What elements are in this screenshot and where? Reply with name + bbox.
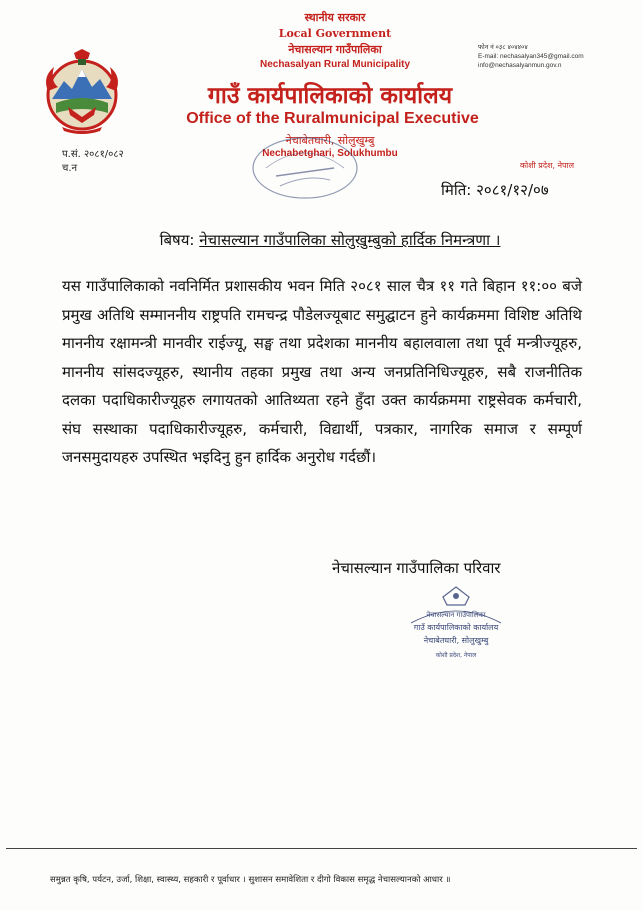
reference-number: प.सं. २०८१/०८२ [62, 149, 124, 160]
address-np: नेचाबेतघारी, सोलुखुम्बु [285, 134, 375, 147]
official-seal-icon [405, 583, 507, 673]
govt-label-en: Local Government [278, 27, 392, 40]
footer-motto: समुन्नत कृषि, पर्यटन, उर्जा, शिक्षा, स्वास्थ्य, सहकारी र पूर्वाधार । सुशासन समावेशिता र दीगो विकास समृद्ध नेचासल्यानको आधार ॥ [50, 875, 451, 885]
stamp-line-3: नेचाबेतघारी, सोलुखुम्बु [423, 636, 489, 645]
info-email: info@nechasalyanmun.gov.n [478, 62, 562, 69]
office-stamp-header [246, 128, 364, 200]
subject-text: नेचासल्यान गाउँपालिका सोलुखुम्बुको हार्दिक निमन्त्रणा । [199, 231, 501, 249]
email-address: nechasalyan345@gmail.com [500, 53, 584, 60]
email-line [478, 52, 584, 61]
letter-body: यस गाउँपालिकाको नवनिर्मित प्रशासकीय भवन मिति २०८१ साल चैत्र ११ गते बिहान ११:०० बजे प्रमुख अतिथि सम्माननीय राष्ट्रपति रामचन्द्र पौडेलज्यूबाट समुद्घाटन हुने कार्यक्रममा विशिष्ट अतिथि माननीय रक्षामन्त्री मानवीर राईज्यू, सङ्घ तथा प्रदेशका माननीय बहालवाला तथा पूर्व मन्त्रीज्यूहरु, माननीय सांसदज्यूहरु, स्थानीय तहका प्रमुख तथा अन्य जनप्रतिनिधिज्यूहरु, सबै राजनीतिक दलका पदाधिकारीज्यूहरु लगायतको आतिथ्यता रहने हुँदा उक्त कार्यक्रममा राष्ट्रसेवक कर्मचारी, संघ सस्थाका पदाधिकारीज्यूहरु, कर्मचारी, विद्यार्थी, पत्रकार, नागरिक समाज र सम्पूर्ण जनसमुदायहरु उपस्थित भइदिनु हुन हार्दिक अनुरोध गर्दछौं। [62, 277, 582, 466]
subject-label: बिषय: [159, 231, 195, 249]
subject-line [60, 230, 600, 250]
sign-off: नेचासल्यान गाउँपालिका परिवार [332, 559, 501, 577]
footer-divider [6, 848, 637, 849]
province-label: कोशी प्रदेश, नेपाल [520, 161, 575, 170]
phone-number: फोन नं ०३८ ४०४४०४ [478, 44, 528, 51]
letter-date: मिति: २०८१/१२/०७ [441, 181, 549, 199]
municipality-name-np: नेचासल्यान गाउँपालिका [288, 43, 382, 56]
govt-label-np: स्थानीय सरकार [304, 11, 366, 24]
stamp-line-4: कोशी प्रदेश, नेपाल [435, 652, 477, 659]
email-label: E-mail: [478, 53, 499, 60]
dispatch-number: च.न [62, 163, 78, 174]
address-en: Nechabetghari, Solukhumbu [262, 148, 398, 159]
contact-block [478, 43, 584, 70]
stamp-line-1: नेचासल्यान गाउँपालिका [426, 611, 486, 619]
office-title-np: गाउँ कार्यपालिकाको कार्यालय [207, 83, 453, 109]
nepal-emblem-icon [38, 47, 126, 135]
municipality-name-en: Nechasalyan Rural Municipality [259, 59, 411, 70]
stamp-line-2: गाउँ कार्यपालिकाको कार्यालय [413, 623, 499, 632]
office-title-en: Office of the Ruralmunicipal Executive [186, 110, 479, 127]
